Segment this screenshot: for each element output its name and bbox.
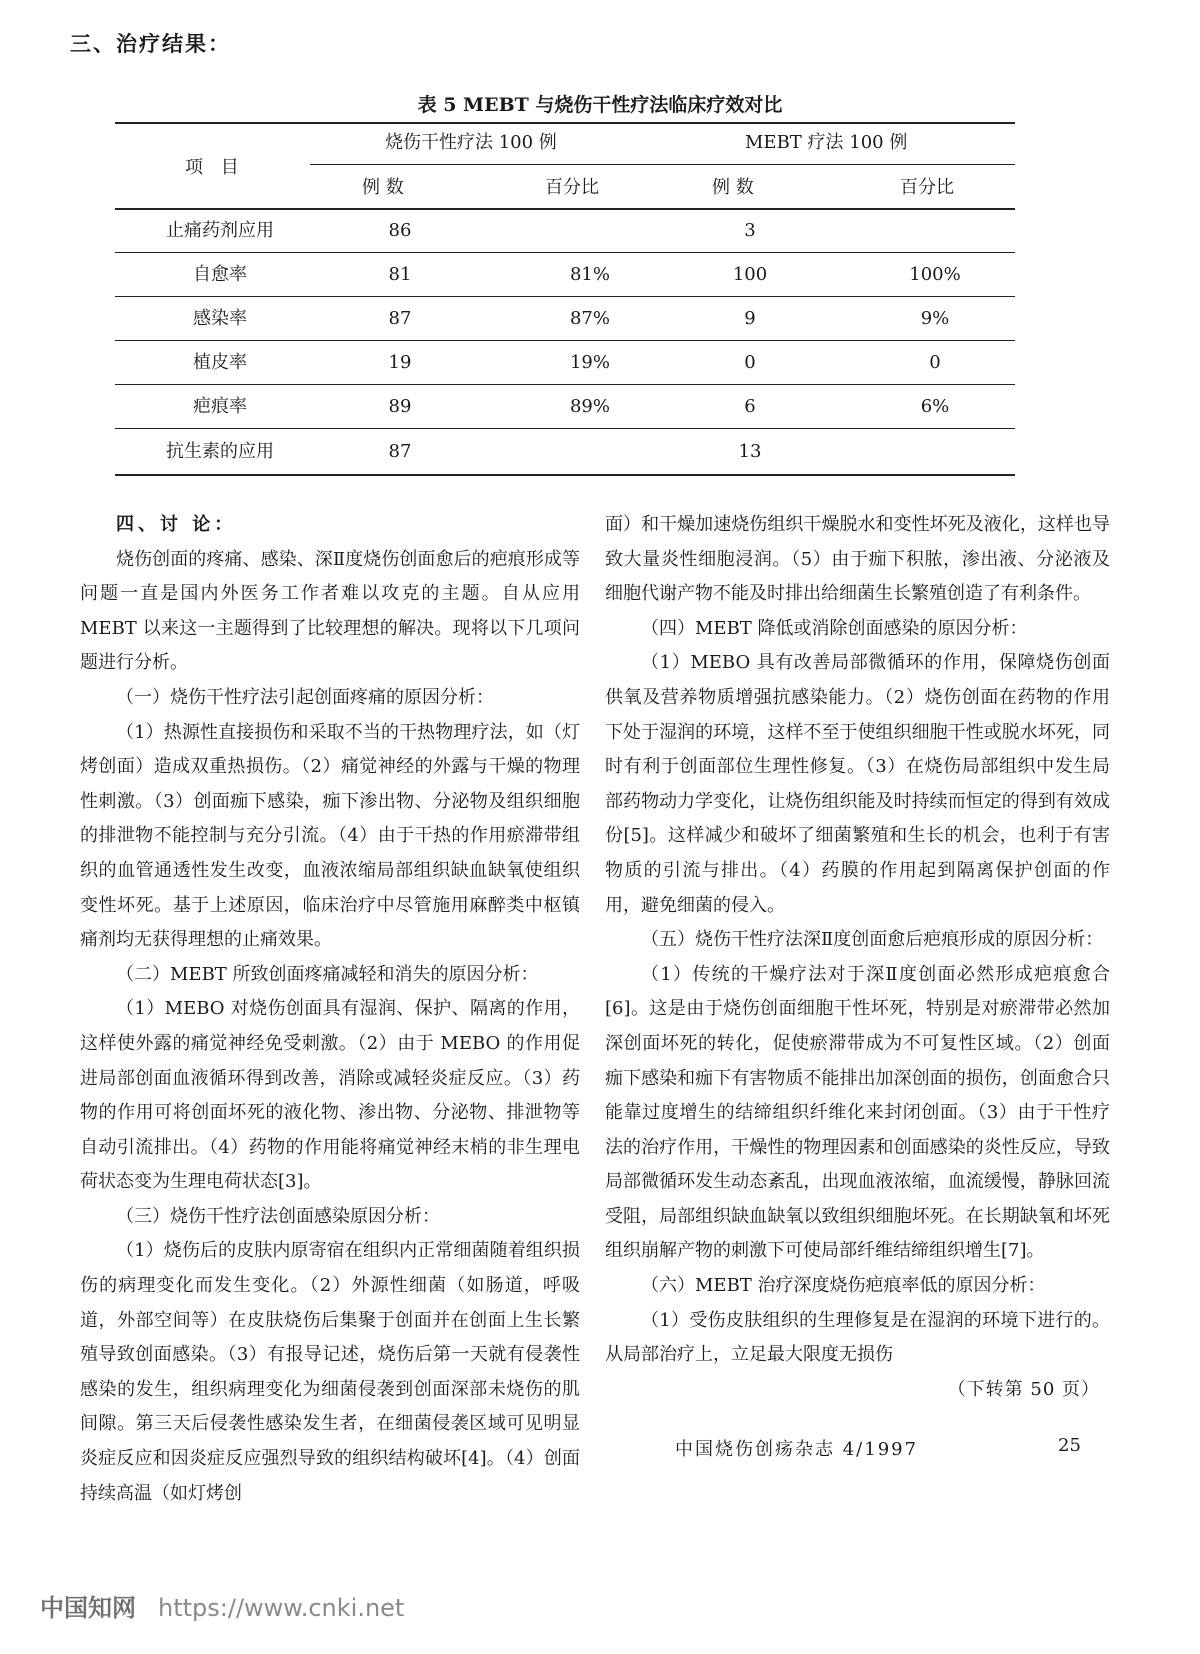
table-caption: 表 5 MEBT 与烧伤干性疗法临床疗效对比 bbox=[417, 94, 783, 116]
table-cell-count: 86 bbox=[388, 220, 412, 241]
table-subheader-rule bbox=[115, 208, 1015, 210]
page-number: 25 bbox=[1058, 1435, 1081, 1456]
body-paragraph: （六）MEBT 治疗深度烧伤疤痕率低的原因分析： bbox=[641, 1275, 1046, 1297]
left-text-column bbox=[80, 508, 580, 1511]
table-cell-percent: 89% bbox=[569, 396, 610, 417]
body-paragraph: （1）MEBO 对烧伤创面具有湿润、保护、隔离的作用，这样使外露的痛觉神经免受刺激。（2）由于 MEBO 的作用促进局部创面血液循环得到改善，消除或减轻炎症反应。（3）药物的作用可将创面坏死的液化物、渗出物、分泌物、排泄物等自动引流排出。（4）药物的作用能将痛觉神经末梢的非生理电荷状态变为生理电荷状态[3]。 bbox=[80, 998, 580, 1193]
table-row-rule bbox=[115, 384, 1015, 385]
table-cell-item: 自愈率 bbox=[193, 264, 247, 285]
table-cell-percent: 9% bbox=[920, 308, 950, 329]
table-cell-percent: 6% bbox=[920, 396, 950, 417]
table-cell-count: 9 bbox=[744, 308, 756, 329]
cnki-logo: 中国知网 bbox=[40, 1594, 136, 1622]
table-cell-percent: 19% bbox=[569, 352, 610, 373]
table-cell-count: 19 bbox=[388, 352, 412, 373]
body-paragraph: （1）传统的干燥疗法对于深Ⅱ度创面必然形成疤痕愈合[6]。这是由于烧伤创面细胞干性坏死，特别是对瘀滞带必然加深创面坏死的转化，促使瘀滞带成为不可复性区域。（2）创面痂下感染和痂下有害物质不能排出加深创面的损伤，创面愈合只能靠过度增生的结缔组织纤维化来封闭创面。（3）由于干性疗法的治疗作用，干燥性的物理因素和创面感染的炎性反应，导致局部微循环发生动态紊乱，出现血液浓缩，血流缓慢，静脉回流受阻，局部组织缺血缺氧以致组织细胞坏死。在长期缺氧和坏死组织崩解产物的刺激下可使局部纤维结缔组织增生[7]。 bbox=[605, 963, 1110, 1262]
continued-note: （下转第 50 页） bbox=[947, 1378, 1100, 1400]
table-subheader-count: 例 数 bbox=[712, 177, 754, 198]
table-bottom-rule bbox=[115, 474, 1015, 476]
table-cell-count: 6 bbox=[744, 396, 756, 417]
section-heading: 四、讨 论： bbox=[116, 514, 237, 535]
body-paragraph: （1）烧伤后的皮肤内原寄宿在组织内正常细菌随着组织损伤的病理变化而发生变化。（2）外源性细菌（如肠道，呼吸道，外部空间等）在皮肤烧伤后集聚于创面并在创面上生长繁殖导致创面感染。（3）有报导记述，烧伤后第一天就有侵袭性感染的发生，组织病理变化为细菌侵袭到创面深部未烧伤的肌间隙。第三天后侵袭性感染发生者，在细菌侵袭区域可见明显炎症反应和因炎症反应强烈导致的组织结构破坏[4]。（4）创面持续高温（如灯烤创 bbox=[80, 1240, 580, 1504]
body-paragraph: 烧伤创面的疼痛、感染、深Ⅱ度烧伤创面愈后的疤痕形成等问题一直是国内外医务工作者难以攻克的主题。自从应用 MEBT 以来这一主题得到了比较理想的解决。现将以下几项问题进行分析。 bbox=[80, 548, 580, 674]
table-cell-count: 0 bbox=[744, 352, 756, 373]
table-cell-count: 89 bbox=[388, 396, 412, 417]
cnki-url: https://www.cnki.net bbox=[158, 1594, 405, 1622]
body-paragraph: （三）烧伤干性疗法创面感染原因分析： bbox=[116, 1205, 440, 1227]
body-paragraph: （一）烧伤干性疗法引起创面疼痛的原因分析： bbox=[116, 686, 494, 708]
table-cell-item: 疤痕率 bbox=[193, 396, 247, 417]
body-paragraph: 面）和干燥加速烧伤组织干燥脱水和变性坏死及液化，这样也导致大量炎性细胞浸润。（5）由于痂下积脓，渗出液、分泌液及细胞代谢产物不能及时排出给细菌生长繁殖创造了有利条件。 bbox=[605, 514, 1110, 605]
body-paragraph: （四）MEBT 降低或消除创面感染的原因分析： bbox=[641, 617, 1028, 639]
table-top-rule bbox=[115, 122, 1015, 124]
body-paragraph: （1）MEBO 具有改善局部微循环的作用，保障烧伤创面供氧及营养物质增强抗感染能力。（2）烧伤创面在药物的作用下处于湿润的环境，这样不至于使组织细胞干性或脱水坏死，同时有利于创面部位生理性修复。（3）在烧伤局部组织中发生局部药物动力学变化，让烧伤组织能及时持续而恒定的得到有效成份[5]。这样减少和破坏了细菌繁殖和生长的机会，也利于有害物质的引流与排出。（4）药膜的作用起到隔离保护创面的作用，避免细菌的侵入。 bbox=[605, 652, 1110, 916]
body-paragraph: （1）受伤皮肤组织的生理修复是在湿润的环境下进行的。从局部治疗上，立足最大限度无损伤 bbox=[605, 1309, 1110, 1366]
table-header-dry-therapy: 烧伤干性疗法 100 例 bbox=[385, 132, 557, 153]
table-cell-count: 100 bbox=[732, 264, 768, 285]
table-header-mebt: MEBT 疗法 100 例 bbox=[745, 132, 908, 153]
body-paragraph: （五）烧伤干性疗法深Ⅱ度创面愈后疤痕形成的原因分析： bbox=[641, 929, 1104, 951]
table-cell-count: 87 bbox=[388, 441, 412, 462]
section-heading-results: 三、治疗结果： bbox=[70, 31, 231, 56]
table-cell-item: 抗生素的应用 bbox=[166, 441, 274, 462]
table-cell-count: 13 bbox=[738, 441, 762, 462]
body-paragraph: （1）热源性直接损伤和采取不当的干热物理疗法，如（灯烤创面）造成双重热损伤。（2）痛觉神经的外露与干燥的物理性刺激。（3）创面痂下感染，痂下渗出物、分泌物及组织细胞的排泄物不能控制与充分引流。（4）由于干热的作用瘀滞带组织的血管通透性发生改变，血液浓缩局部组织缺血缺氧使组织变性坏死。基于上述原因，临床治疗中尽管施用麻醉类中枢镇痛剂均无获得理想的止痛效果。 bbox=[80, 721, 580, 951]
right-text-column bbox=[605, 508, 1110, 1407]
table-cell-percent: 87% bbox=[569, 308, 610, 329]
cnki-watermark bbox=[40, 1588, 404, 1623]
table-cell-item: 感染率 bbox=[193, 308, 247, 329]
table-subheader-percent: 百分比 bbox=[545, 177, 599, 198]
table-cell-item: 止痛药剂应用 bbox=[166, 220, 274, 241]
journal-footer: 中国烧伤创疡杂志 4/1997 bbox=[675, 1439, 919, 1460]
table-row-rule bbox=[115, 428, 1015, 429]
table-cell-percent: 81% bbox=[569, 264, 610, 285]
table-cell-count: 3 bbox=[744, 220, 756, 241]
table-header-rule bbox=[310, 164, 1015, 165]
table-cell-item: 植皮率 bbox=[193, 352, 247, 373]
table-row-rule bbox=[115, 252, 1015, 253]
table-row-rule bbox=[115, 340, 1015, 341]
table-cell-count: 87 bbox=[388, 308, 412, 329]
table-subheader-percent: 百分比 bbox=[900, 177, 954, 198]
table-cell-percent: 0 bbox=[929, 352, 941, 373]
table-row-rule bbox=[115, 296, 1015, 297]
table-subheader-count: 例 数 bbox=[362, 177, 404, 198]
body-paragraph: （二）MEBT 所致创面疼痛减轻和消失的原因分析： bbox=[116, 963, 539, 985]
table-cell-percent: 100% bbox=[909, 264, 961, 285]
table-cell-count: 81 bbox=[388, 264, 412, 285]
table-header-item: 项 目 bbox=[185, 157, 245, 178]
